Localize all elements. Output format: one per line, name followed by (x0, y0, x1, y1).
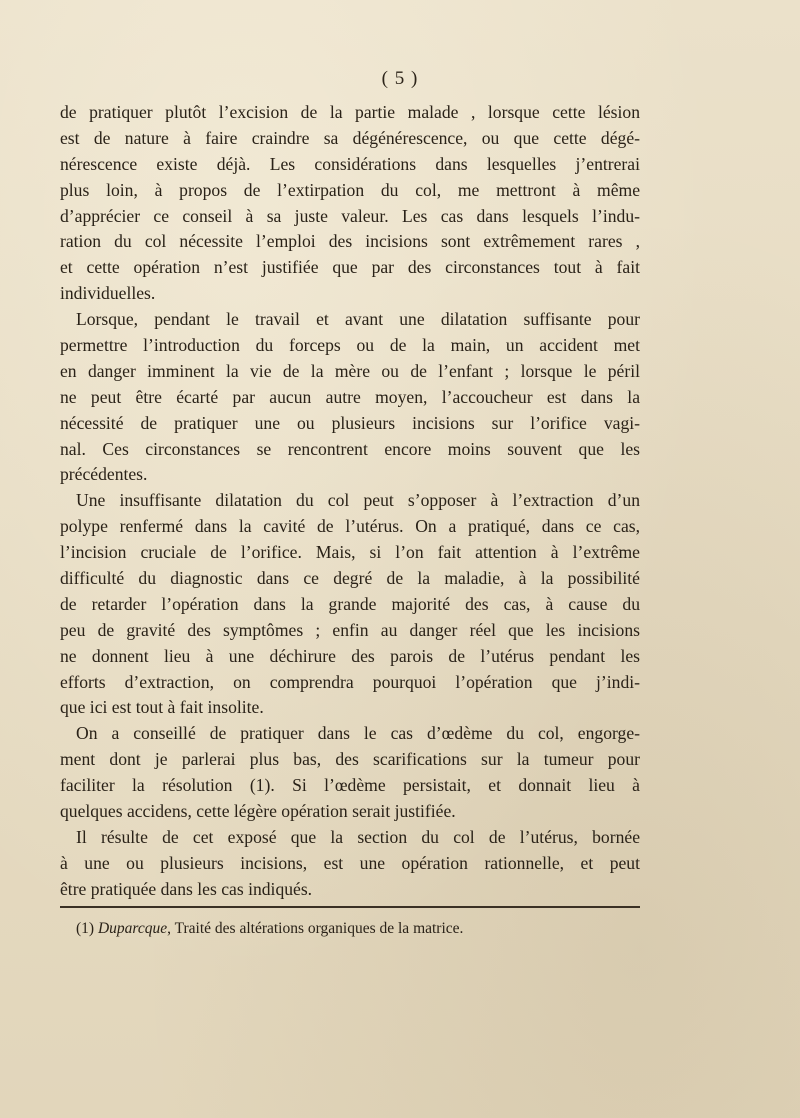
text-line: précédentes. (60, 464, 148, 485)
text-line: ration du col nécessite l’emploi des incisions sont extrêmement rares , (60, 231, 640, 252)
text-line: en danger imminent la vie de la mère ou de l’enfant ; lorsque le péril (60, 360, 640, 381)
footnote-text: , Traité des altérations organiques de la matrice. (167, 920, 464, 937)
text-line: Lorsque, pendant le travail et avant une dilatation suffisante pour (76, 309, 640, 330)
body-text (60, 100, 640, 903)
text-line: nécessité de pratiquer une ou plusieurs incisions sur l’orifice vagi- (60, 412, 640, 433)
text-line: polype renfermé dans la cavité de l’utérus. On a pratiqué, dans ce cas, (60, 516, 640, 537)
paragraph-4 (60, 721, 640, 825)
text-line: peu de gravité des symptômes ; enfin au danger réel que les incisions (60, 619, 640, 640)
footnote-author: Duparcque (97, 920, 168, 937)
text-line: de pratiquer plutôt l’excision de la partie malade , lorsque cette lésion (60, 102, 640, 122)
paragraph-3 (60, 488, 640, 721)
text-line: difficulté du diagnostic dans ce degré de la maladie, à la possibilité (60, 568, 640, 589)
text-line: ne peut être écarté par aucun autre moyen, l’accoucheur est dans la (60, 386, 640, 407)
text-line: d’apprécier ce conseil à sa juste valeur. Les cas dans lesquels l’indu- (60, 205, 640, 226)
text-line: Il résulte de cet exposé que la section du col de l’utérus, bornée (76, 826, 640, 847)
text-line: plus loin, à propos de l’extirpation du col, me mettront à même (60, 179, 640, 200)
text-line: à une ou plusieurs incisions, est une opération rationnelle, et peut (60, 852, 640, 873)
text-line: être pratiquée dans les cas indiqués. (60, 878, 313, 899)
paragraph-1 (60, 100, 640, 307)
paragraph-5 (60, 825, 640, 903)
text-line: ne donnent lieu à une déchirure des parois de l’utérus pendant les (60, 645, 640, 666)
text-line: faciliter la résolution (1). Si l’œdème persistait, et donnait lieu à (60, 775, 640, 796)
text-line: nérescence existe déjà. Les considérations dans lesquelles j’entrerai (60, 153, 640, 174)
text-line: On a conseillé de pratiquer dans le cas d’œdème du col, engorge- (76, 723, 640, 744)
page-number: ( 5 ) (381, 68, 419, 89)
text-line: de retarder l’opération dans la grande majorité des cas, à cause du (60, 593, 640, 614)
text-line: efforts d’extraction, on comprendra pourquoi l’opération que j’indi- (60, 671, 640, 692)
text-line: l’incision cruciale de l’orifice. Mais, si l’on fait attention à l’extrême (60, 542, 640, 563)
text-line: est de nature à faire craindre sa dégénérescence, ou que cette dégé- (60, 127, 640, 148)
text-line: permettre l’introduction du forceps ou de la main, un accident met (60, 335, 640, 356)
text-line: et cette opération n’est justifiée que par des circonstances tout à fait (60, 257, 640, 278)
text-line: que ici est tout à fait insolite. (60, 697, 264, 718)
text-line: nal. Ces circonstances se rencontrent encore moins souvent que les (60, 438, 640, 459)
footnote-marker: (1) (76, 920, 98, 937)
text-line: quelques accidens, cette légère opération serait justifiée. (60, 801, 456, 822)
text-line: individuelles. (60, 283, 156, 304)
text-line: Une insuffisante dilatation du col peut s’opposer à l’extraction d’un (76, 490, 640, 511)
paragraph-2 (60, 307, 640, 488)
footnote-rule (60, 906, 640, 908)
footnote (76, 918, 640, 940)
text-line: ment dont je parlerai plus bas, des scarifications sur la tumeur pour (60, 749, 640, 770)
